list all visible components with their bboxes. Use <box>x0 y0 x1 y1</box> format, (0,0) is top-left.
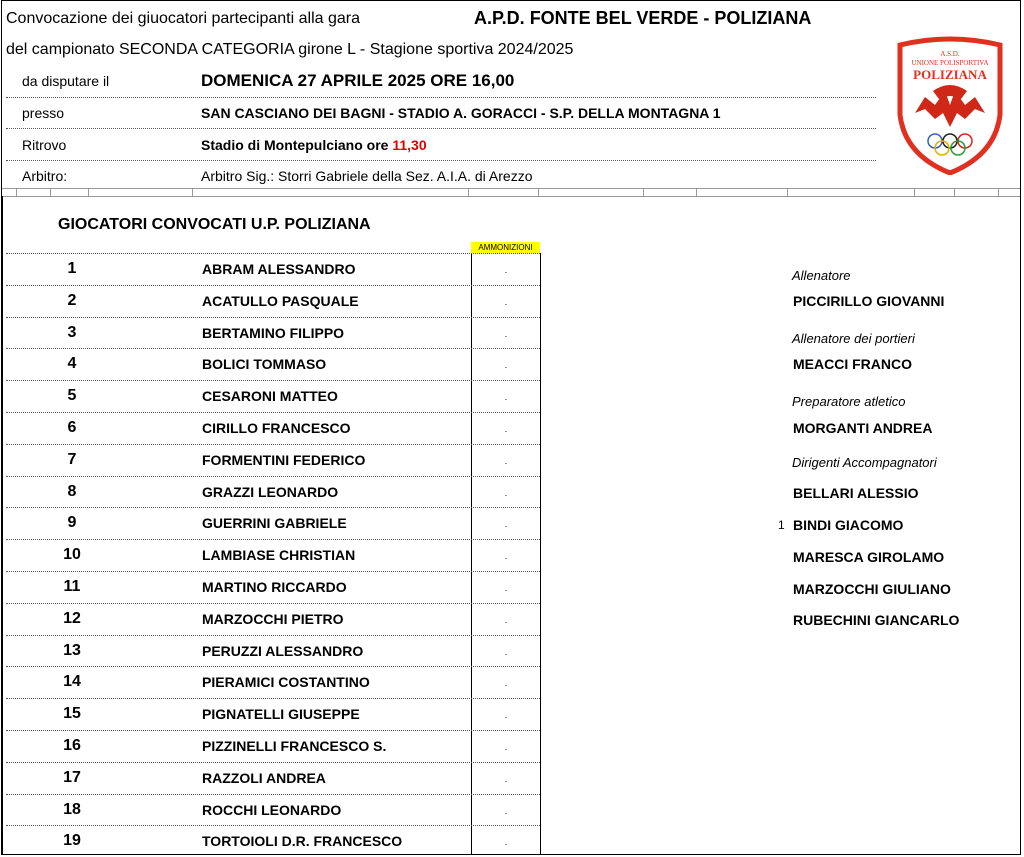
player-warnings: . <box>504 773 508 784</box>
document-sheet <box>1 0 1021 855</box>
grid-line <box>1020 196 1021 258</box>
player-warnings: . <box>504 837 508 848</box>
manager-index: 1 <box>778 518 785 532</box>
player-name: ABRAM ALESSANDRO <box>202 261 356 277</box>
player-warnings: . <box>504 583 508 593</box>
warnings-header: AMMONIZIONI <box>471 242 540 253</box>
player-number: 13 <box>63 641 81 659</box>
player-name: ROCCHI LEONARDO <box>202 801 342 818</box>
manager-name: BELLARI ALESSIO <box>793 485 919 501</box>
grid-tick <box>468 189 469 197</box>
place-label: presso <box>22 105 65 121</box>
grid-tick <box>696 189 697 197</box>
player-warnings: . <box>504 710 508 721</box>
grid-tick <box>643 189 644 197</box>
player-number: 12 <box>63 609 81 627</box>
player-number: 9 <box>67 514 77 532</box>
referee-label: Arbitro: <box>22 168 68 184</box>
player-warnings: . <box>504 487 508 498</box>
player-number: 4 <box>67 355 77 373</box>
grid-tick <box>954 189 955 197</box>
section-title: GIOCATORI CONVOCATI U.P. POLIZIANA <box>58 216 371 233</box>
player-name: CESARONI MATTEO <box>202 388 338 405</box>
player-number: 19 <box>63 832 81 850</box>
player-name: GUERRINI GABRIELE <box>202 515 347 532</box>
gk-coach-role: Allenatore dei portieri <box>792 331 915 346</box>
player-number: 18 <box>63 800 81 818</box>
player-warnings: . <box>504 646 508 657</box>
meeting-label: Ritrovo <box>22 137 67 153</box>
managers-role: Dirigenti Accompagnatori <box>792 455 937 470</box>
manager-name: RUBECHINI GIANCARLO <box>793 612 960 628</box>
player-name: PIERAMICI COSTANTINO <box>202 674 370 691</box>
player-number: 2 <box>67 291 77 309</box>
player-name: ACATULLO PASQUALE <box>202 292 359 309</box>
player-warnings: . <box>504 742 508 752</box>
row-divider <box>6 285 540 286</box>
row-divider <box>6 603 540 604</box>
player-number: 3 <box>67 323 77 341</box>
header-line-2: del campionato SECONDA CATEGORIA girone L - Stagione sportiva 2024/2025 <box>6 41 574 58</box>
grid-line <box>2 196 1021 197</box>
player-warnings: . <box>504 678 508 689</box>
player-number: 11 <box>63 578 81 595</box>
row-divider <box>6 507 540 508</box>
coach-role: Allenatore <box>792 268 851 283</box>
gk-coach-name: MEACCI FRANCO <box>793 356 912 372</box>
grid-tick <box>192 189 193 197</box>
player-name: CIRILLO FRANCESCO <box>202 420 351 436</box>
player-name: PERUZZI ALESSANDRO <box>202 642 364 659</box>
row-divider <box>6 698 540 699</box>
player-warnings: . <box>504 424 508 434</box>
trainer-name: MORGANTI ANDREA <box>793 420 933 436</box>
row-divider <box>6 317 540 318</box>
row-divider <box>6 571 540 572</box>
row-divider <box>6 412 540 413</box>
divider <box>6 128 876 129</box>
header-line-1: Convocazione dei giuocatori partecipanti alla gara <box>6 10 360 27</box>
player-warnings: . <box>504 614 508 625</box>
player-name: MARTINO RICCARDO <box>202 579 347 595</box>
player-warnings: . <box>504 296 508 307</box>
player-number: 14 <box>63 673 81 691</box>
row-divider <box>6 380 540 381</box>
row-divider <box>6 794 540 795</box>
meeting-place: Stadio di Montepulciano ore <box>201 137 389 153</box>
player-warnings: . <box>504 455 508 466</box>
player-name: BOLICI TOMMASO <box>202 356 327 373</box>
player-warnings: . <box>504 551 508 562</box>
row-divider <box>6 635 540 636</box>
row-divider <box>6 348 540 349</box>
manager-name: BINDI GIACOMO <box>793 517 904 533</box>
grid-tick <box>50 189 51 197</box>
divider <box>6 160 876 161</box>
player-number: 8 <box>67 482 77 500</box>
player-number: 15 <box>63 705 81 723</box>
player-warnings: . <box>504 360 508 371</box>
logo-middle-text: UNIONE POLISPORTIVA <box>911 59 989 67</box>
player-name: PIZZINELLI FRANCESCO S. <box>202 738 387 754</box>
coach-name: PICCIRILLO GIOVANNI <box>793 293 945 309</box>
row-divider <box>6 444 540 445</box>
player-name: LAMBIASE CHRISTIAN <box>202 547 356 564</box>
place-value: SAN CASCIANO DEI BAGNI - STADIO A. GORACCI - S.P. DELLA MONTAGNA 1 <box>201 105 721 121</box>
grid-tick <box>787 189 788 197</box>
row-divider <box>6 539 540 540</box>
warnings-column-right <box>540 253 541 855</box>
meeting-time: 11,30 <box>392 137 427 153</box>
player-warnings: . <box>504 519 508 530</box>
divider <box>6 97 876 98</box>
club-logo <box>895 35 1005 175</box>
grid-tick <box>16 189 17 197</box>
logo-name-text: POLIZIANA <box>913 67 987 82</box>
player-number: 16 <box>63 737 81 754</box>
player-name: RAZZOLI ANDREA <box>202 769 326 786</box>
player-number: 5 <box>67 387 77 405</box>
row-divider <box>6 476 540 477</box>
date-label: da disputare il <box>22 73 110 89</box>
grid-tick <box>88 189 89 197</box>
player-name: BERTAMINO FILIPPO <box>202 324 345 341</box>
manager-name: MARZOCCHI GIULIANO <box>793 581 951 597</box>
player-name: TORTOIOLI D.R. FRANCESCO <box>202 833 403 850</box>
grid-line <box>2 196 3 855</box>
player-name: PIGNATELLI GIUSEPPE <box>202 706 360 723</box>
meeting-value <box>201 137 427 153</box>
player-warnings: . <box>504 328 508 339</box>
player-warnings: . <box>504 265 508 275</box>
grid-line <box>2 188 1021 189</box>
player-number: 17 <box>63 768 81 786</box>
referee-value: Arbitro Sig.: Storri Gabriele della Sez. A.I.A. di Arezzo <box>201 168 533 184</box>
row-divider <box>6 253 540 254</box>
trainer-role: Preparatore atletico <box>792 394 906 409</box>
player-number: 10 <box>63 546 81 564</box>
player-warnings: . <box>504 805 508 816</box>
player-number: 1 <box>67 260 77 277</box>
player-name: GRAZZI LEONARDO <box>202 483 339 500</box>
player-number: 6 <box>67 419 77 436</box>
player-number: 7 <box>67 450 77 468</box>
grid-tick <box>914 189 915 197</box>
row-divider <box>6 762 540 763</box>
club-title: A.P.D. FONTE BEL VERDE - POLIZIANA <box>474 8 812 28</box>
player-name: FORMENTINI FEDERICO <box>202 451 366 468</box>
manager-name: MARESCA GIROLAMO <box>793 549 945 565</box>
logo-top-text: A.S.D. <box>940 50 960 58</box>
player-warnings: . <box>504 392 508 403</box>
grid-tick <box>538 189 539 197</box>
row-divider <box>6 825 540 826</box>
date-value: DOMENICA 27 APRILE 2025 ORE 16,00 <box>201 71 515 90</box>
row-divider <box>6 730 540 731</box>
grid-tick <box>998 189 999 197</box>
row-divider <box>6 666 540 667</box>
player-name: MARZOCCHI PIETRO <box>202 610 344 627</box>
